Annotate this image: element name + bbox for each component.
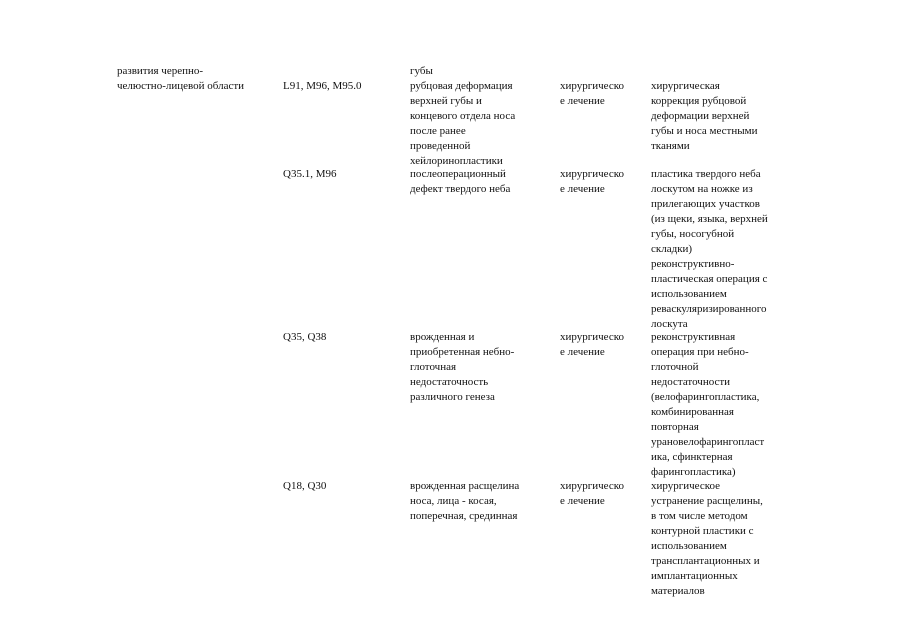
row-4-condition: врожденная расщелина носа, лица - косая, поперечная, срединная [410, 480, 520, 522]
row-2-condition: послеоперационный дефект твердого неба [410, 168, 511, 195]
row-1-codes: L91, M96, M95.0 [283, 80, 362, 92]
row-3-codes: Q35, Q38 [283, 331, 327, 343]
row-1-method: хирургическая коррекция рубцовой деформации верхней губы и носа местными тканями [651, 80, 758, 152]
row-4-treatment-type: хирургическо е лечение [560, 480, 624, 507]
continuation-text: губы [410, 65, 433, 77]
row-2-method: пластика твердого неба лоскутом на ножке из прилегающих участков (из щеки, языка, верхней губы, носогубной складки) реконструктивно- пластическая операция с использованием реваскуляризированного лоскута [651, 168, 768, 330]
row-2-treatment-type: хирургическо е лечение [560, 168, 624, 195]
row-3-method: реконструктивная операция при небно- глоточной недостаточности (велофарингопластика, комбинированная повторная урановелофарингопласт ика, сфинктерная фарингопластика) [651, 331, 765, 478]
row-3-treatment-type: хирургическо е лечение [560, 331, 624, 358]
row-4-method: хирургическое устранение расщелины, в том числе методом контурной пластики с использованием трансплантационных и имплантационных материалов [651, 480, 763, 597]
row-3-condition: врожденная и приобретенная небно- глоточная недостаточность различного генеза [410, 331, 515, 403]
row-4-codes: Q18, Q30 [283, 480, 327, 492]
row-1-condition: рубцовая деформация верхней губы и концевого отдела носа после ранее проведенной хейлоринопластики [410, 80, 516, 167]
row-1-treatment-type: хирургическо е лечение [560, 80, 624, 107]
row-2-codes: Q35.1, M96 [283, 168, 337, 180]
category-label: развития черепно- челюстно-лицевой области [117, 65, 245, 92]
